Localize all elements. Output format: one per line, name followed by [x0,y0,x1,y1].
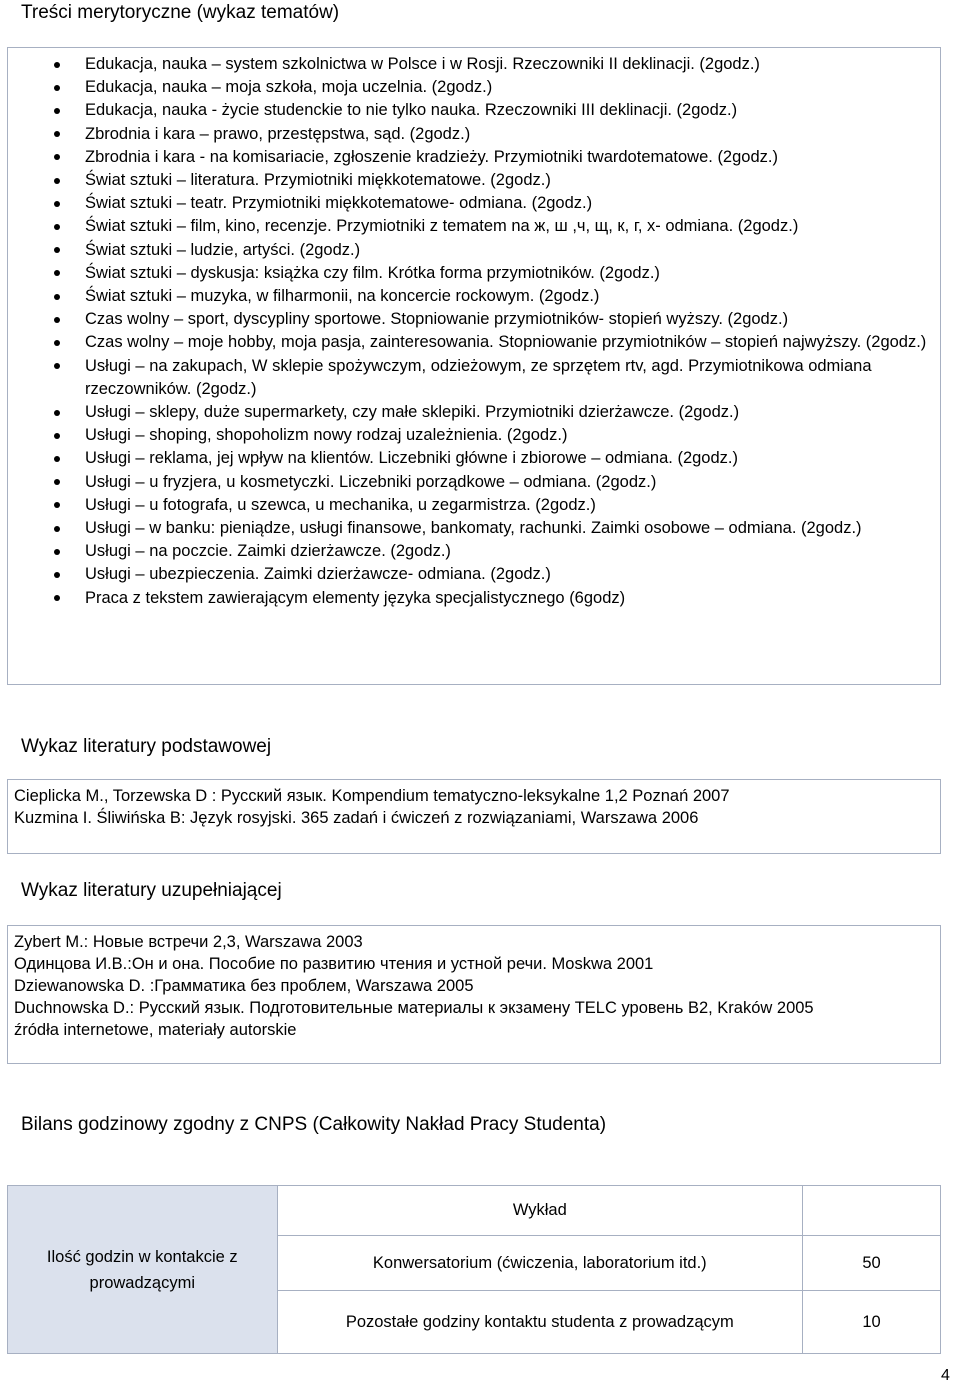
list-item: Usługi – shoping, shopoholizm nowy rodzaj uzależnienia. (2godz.) [85,424,932,447]
list-item: Edukacja, nauka - życie studenckie to nie tylko nauka. Rzeczowniki III deklinacji. (2godz.) [85,99,932,122]
supplementary-literature-box [7,925,941,1064]
list-item: Edukacja, nauka – system szkolnictwa w Polsce i w Rosji. Rzeczowniki II deklinacji. (2godz.) [85,53,932,76]
list-item: Czas wolny – moje hobby, moja pasja, zainteresowania. Stopniowanie przymiotników – stopień najwyższy. (2godz.) [85,331,932,354]
list-item: Usługi – u fryzjera, u kosmetyczki. Liczebniki porządkowe – odmiana. (2godz.) [85,471,932,494]
topics-list [8,48,940,610]
basic-literature-heading: Wykaz literatury podstawowej [21,736,272,757]
hours-row-header: Ilość godzin w kontakcie z prowadzącymi [8,1186,278,1354]
list-item: Świat sztuki – film, kino, recenzje. Przymiotniki z tematem na ж, ш ,ч, щ, к, г, х- odmiana. (2godz.) [85,215,932,238]
hours-table [7,1185,941,1354]
list-item: Świat sztuki – teatr. Przymiotniki miękkotematowe- odmiana. (2godz.) [85,192,932,215]
literature-item: Dziewanowska D. :Грамматика без проблем, Warszawa 2005 [14,977,474,995]
page-number: 4 [941,1367,950,1384]
hours-label: Konwersatorium (ćwiczenia, laboratorium itd.) [277,1236,802,1291]
literature-item: Одинцова И.В.:Он и она. Пособие по развитию чтения и устной речи. Moskwa 2001 [14,955,654,973]
literature-item: Duchnowska D.: Русский язык. Подготовительные материалы к экзамену TELC уровень B2, Kraków 2005 [14,999,814,1017]
list-item: Świat sztuki – ludzie, artyści. (2godz.) [85,239,932,262]
hours-heading: Bilans godzinowy zgodny z CNPS (Całkowity Nakład Pracy Studenta) [21,1114,607,1135]
literature-item: Cieplicka M., Torzewska D : Русский язык. Kompendium tematyczno-leksykalne 1,2 Poznań 2007 [14,787,730,805]
list-item: Usługi – u fotografa, u szewca, u mechanika, u zegarmistrza. (2godz.) [85,494,932,517]
list-item: Usługi – sklepy, duże supermarkety, czy małe sklepiki. Przymiotniki dzierżawcze. (2godz.) [85,401,932,424]
list-item: Świat sztuki – literatura. Przymiotniki miękkotematowe. (2godz.) [85,169,932,192]
literature-item: źródła internetowe, materiały autorskie [14,1021,297,1039]
hours-value [803,1186,941,1236]
list-item: Czas wolny – sport, dyscypliny sportowe. Stopniowanie przymiotników- stopień wyższy. (2godz.) [85,308,932,331]
list-item: Usługi – na zakupach, W sklepie spożywczym, odzieżowym, ze sprzętem rtv, agd. Przymiotnikowa odmiana rzeczowników. (2godz.) [85,355,932,401]
list-item: Świat sztuki – muzyka, w filharmonii, na koncercie rockowym. (2godz.) [85,285,932,308]
basic-literature-box [7,779,941,854]
list-item: Edukacja, nauka – moja szkoła, moja uczelnia. (2godz.) [85,76,932,99]
hours-label: Pozostałe godziny kontaktu studenta z prowadzącym [277,1291,802,1354]
list-item: Usługi – na poczcie. Zaimki dzierżawcze. (2godz.) [85,540,932,563]
list-item: Usługi – reklama, jej wpływ na klientów. Liczebniki główne i zbiorowe – odmiana. (2godz.) [85,447,932,470]
list-item: Zbrodnia i kara – prawo, przestępstwa, sąd. (2godz.) [85,123,932,146]
list-item: Usługi – w banku: pieniądze, usługi finansowe, bankomaty, rachunki. Zaimki osobowe – odmiana. (2godz.) [85,517,932,540]
topics-box [7,47,941,685]
literature-item: Zybert M.: Новые встречи 2,3, Warszawa 2003 [14,933,363,951]
hours-value: 50 [803,1236,941,1291]
list-item: Praca z tekstem zawierającym elementy języka specjalistycznego (6godz) [85,587,932,610]
list-item: Usługi – ubezpieczenia. Zaimki dzierżawcze- odmiana. (2godz.) [85,563,932,586]
list-item: Świat sztuki – dyskusja: książka czy film. Krótka forma przymiotników. (2godz.) [85,262,932,285]
list-item: Zbrodnia i kara - na komisariacie, zgłoszenie kradzieży. Przymiotniki twardotematowe. (2godz.) [85,146,932,169]
table-row [8,1186,941,1236]
topics-heading: Treści merytoryczne (wykaz tematów) [21,2,340,23]
literature-item: Kuzmina I. Śliwińska B: Język rosyjski. 365 zadań i ćwiczeń z rozwiązaniami, Warszawa 2006 [14,809,699,827]
hours-label: Wykład [277,1186,802,1236]
supplementary-literature-heading: Wykaz literatury uzupełniającej [21,880,282,901]
hours-value: 10 [803,1291,941,1354]
